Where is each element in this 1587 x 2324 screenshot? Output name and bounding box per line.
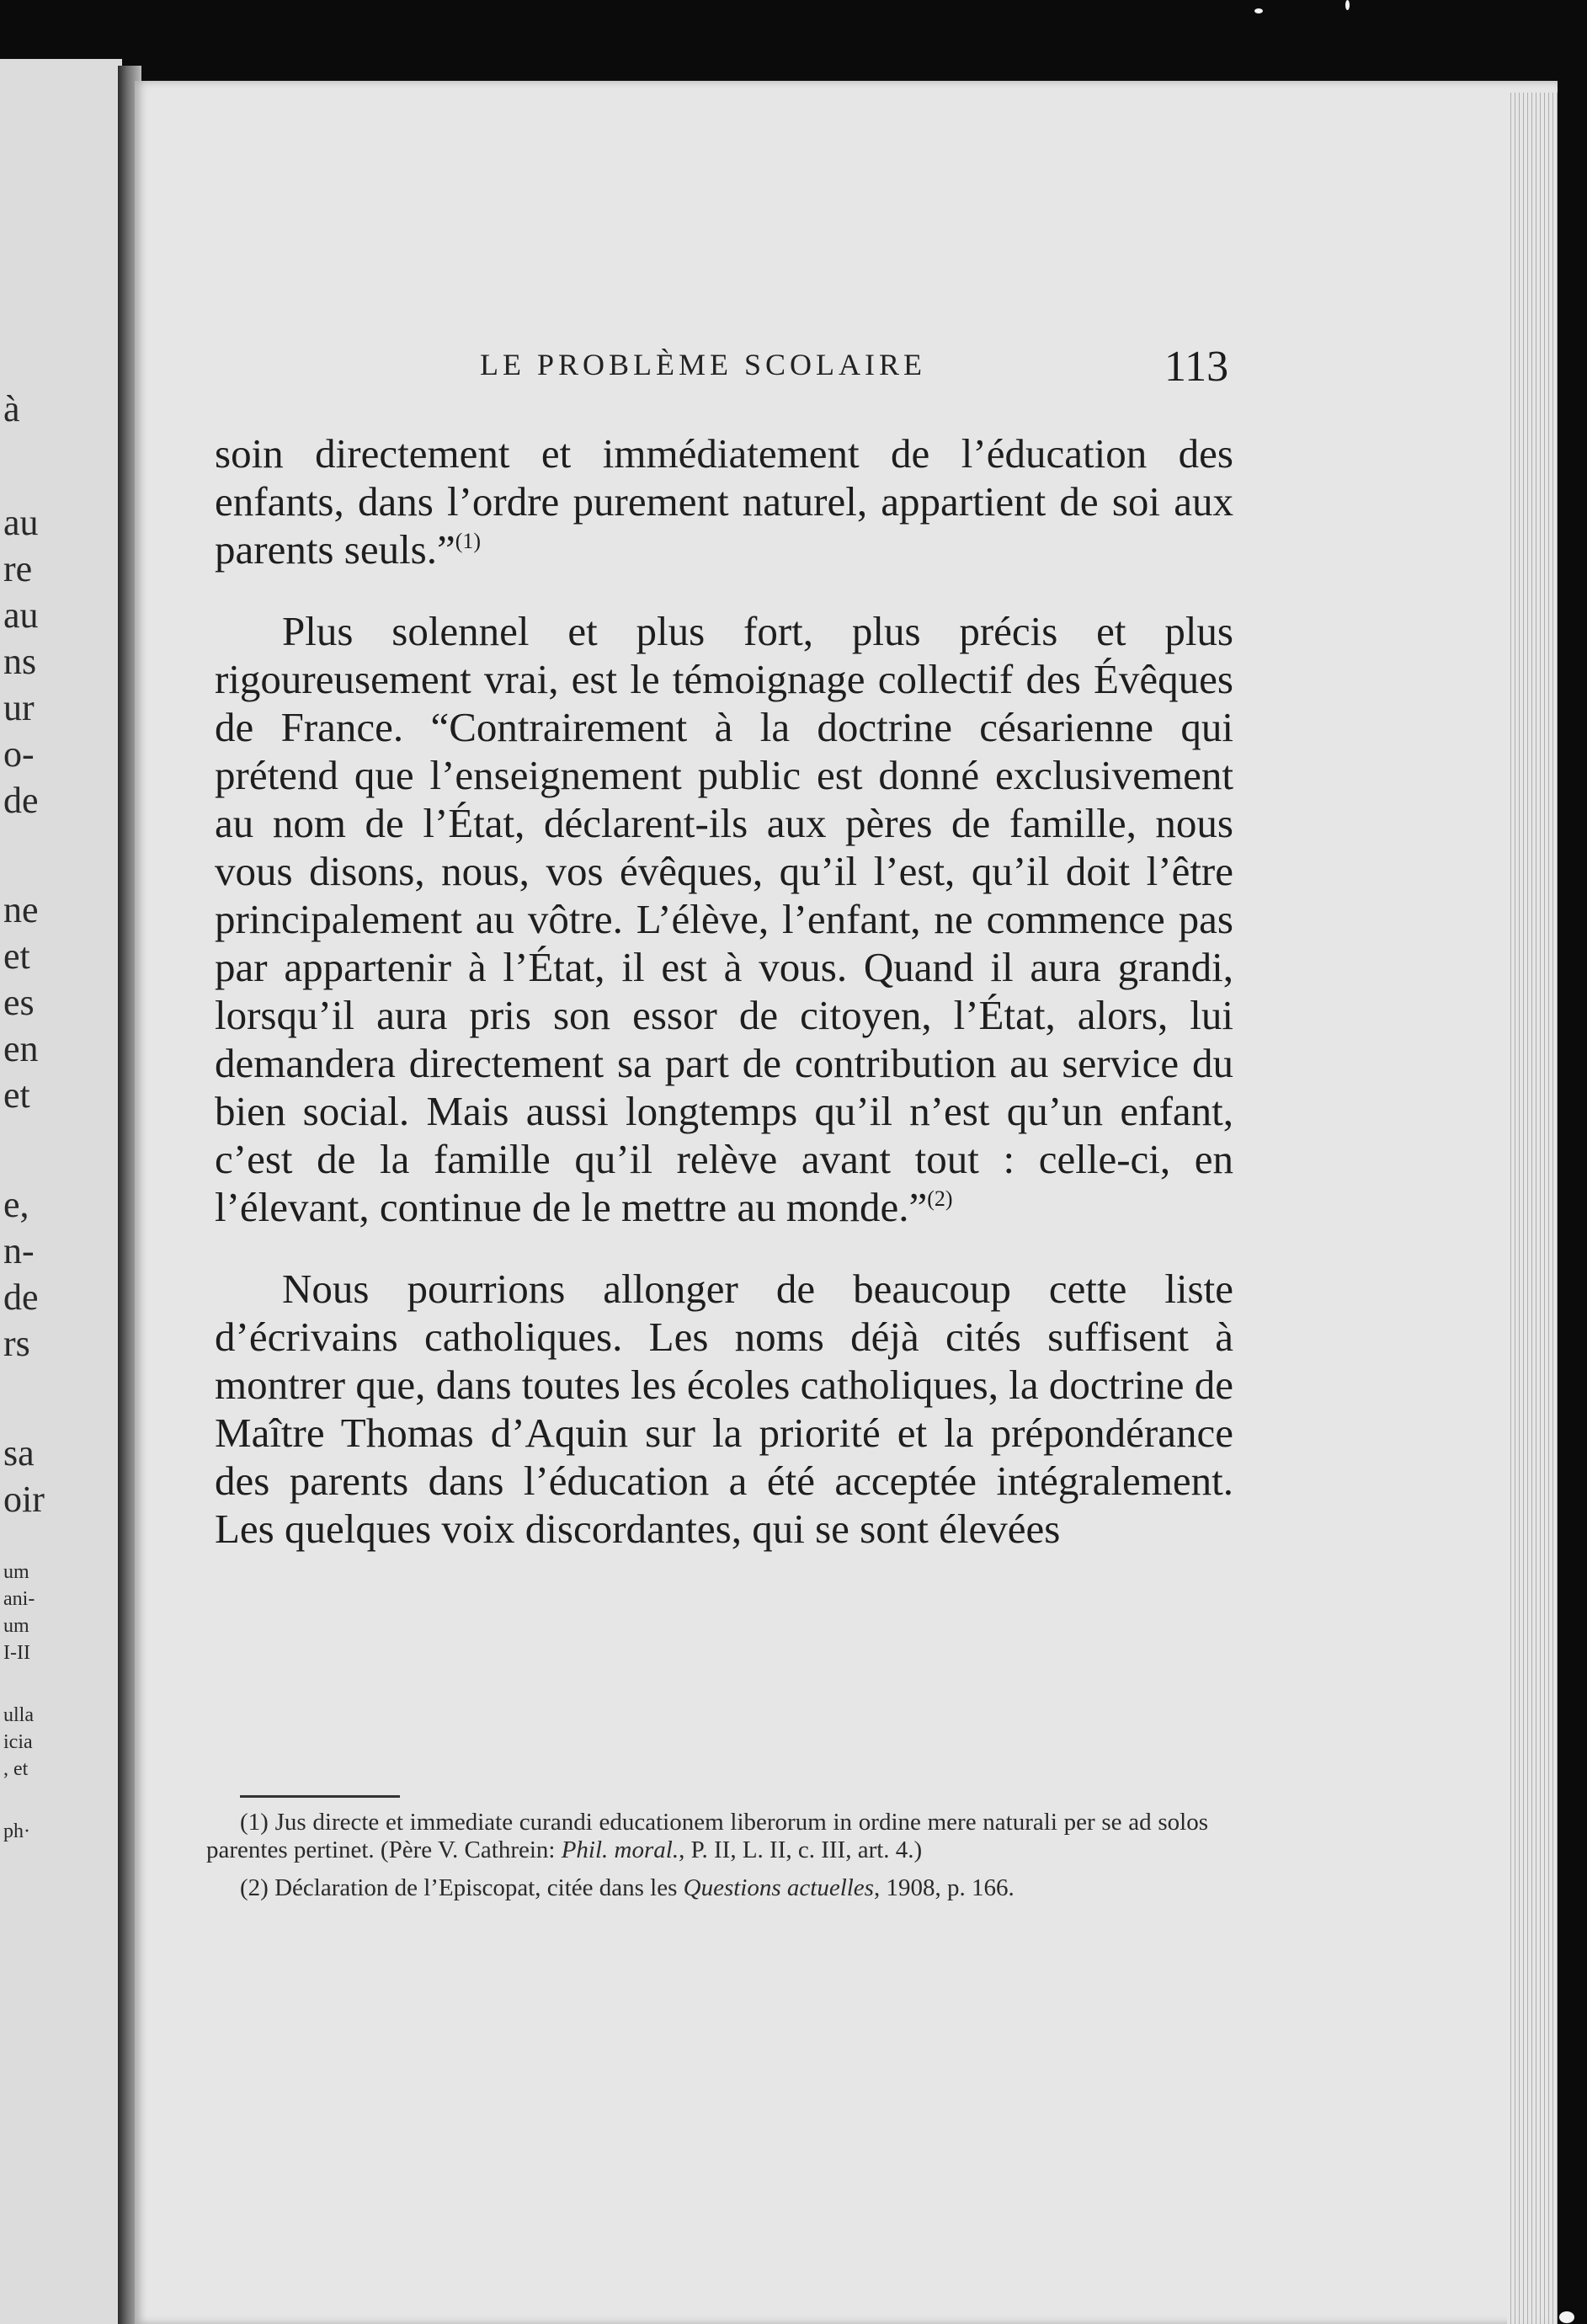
previous-page-fragment: e, bbox=[3, 1184, 29, 1225]
previous-page-fragment: oir bbox=[3, 1479, 45, 1520]
previous-page-fragment: rs bbox=[3, 1323, 30, 1364]
paragraph-2-text: Plus solennel et plus fort, plus précis et plus rigoureusement vrai, est le témoignage collectif des Évêques de France. “Contrairement à la doctrine césarienne qui prétend que l’enseignement public est donné exclusivement au nom de l’État, déclarent-ils aux pères de famille, nous vous disons, nous, vos évêques, qu’il l’est, qu’il doit l’être principalement au vôtre. L’élève, l’enfant, ne commence pas par appartenir à l’État, il est à vous. Quand il aura grandi, lorsqu’il aura pris son essor de citoyen, l’État, alors, lui demandera directement sa part de contribution au service du bien social. Mais aussi longtemps qu’il n’est qu’un enfant, c’est de la famille qu’il relève avant tout : celle-ci, en l’élevant, continue de le mettre au monde.” bbox=[215, 608, 1233, 1230]
previous-page-fragment: à bbox=[3, 388, 20, 429]
page-number: 113 bbox=[1164, 343, 1229, 391]
previous-page-fragment: ur bbox=[3, 687, 35, 728]
paragraph-3 bbox=[215, 1265, 1233, 1553]
footnote-rule bbox=[240, 1795, 400, 1798]
footnote-1-tail: , P. II, L. II, c. III, art. 4.) bbox=[679, 1836, 923, 1863]
previous-page-fragment: es bbox=[3, 982, 35, 1023]
page-edge-lines bbox=[1507, 93, 1558, 2324]
paragraph-3-text: Nous pourrions allonger de beaucoup cette liste d’écrivains catholiques. Les noms déjà cités suffisent à montrer que, dans toutes les écoles catholiques, la doctrine de Maître Thomas d’Aquin sur la priorité et la prépondérance des parents dans l’éducation a été acceptée intégralement. Les quelques voix discordantes, qui se sont élevées bbox=[215, 1266, 1233, 1552]
scan-speck bbox=[1559, 2311, 1574, 2323]
footnote-2-italic: Questions actuelles bbox=[683, 1874, 874, 1901]
body-text bbox=[215, 429, 1233, 1586]
previous-page-fragment: et bbox=[3, 935, 30, 977]
scan-speck bbox=[1254, 8, 1263, 13]
previous-page-fragment: I-II bbox=[3, 1642, 30, 1664]
footnote-2-text: Déclaration de l’Episcopat, citée dans les bbox=[274, 1874, 684, 1901]
footnote-2-mark: (2) bbox=[240, 1874, 269, 1901]
previous-page-fragment: au bbox=[3, 502, 39, 543]
previous-page-edge bbox=[0, 59, 122, 2324]
previous-page-fragment: sa bbox=[3, 1432, 35, 1474]
previous-page-fragment: ph· bbox=[3, 1820, 30, 1842]
footnotes bbox=[206, 1809, 1208, 1912]
previous-page-fragment: icia bbox=[3, 1731, 33, 1753]
previous-page-fragment: et bbox=[3, 1074, 30, 1116]
footnote-ref-2: (2) bbox=[927, 1186, 953, 1211]
previous-page-fragment: ne bbox=[3, 889, 39, 930]
previous-page-fragment: au bbox=[3, 594, 39, 636]
previous-page-fragment: ani- bbox=[3, 1588, 35, 1610]
footnote-1 bbox=[206, 1809, 1208, 1864]
running-head: LE PROBLÈME SCOLAIRE bbox=[480, 348, 927, 381]
previous-page-fragment: ulla bbox=[3, 1704, 34, 1726]
previous-page-fragment: ns bbox=[3, 641, 37, 682]
footnote-2 bbox=[206, 1874, 1208, 1902]
paragraph-1 bbox=[215, 429, 1233, 573]
footnote-2-tail: , 1908, p. 166. bbox=[873, 1874, 1015, 1901]
footnote-1-italic: Phil. moral. bbox=[561, 1836, 679, 1863]
previous-page-fragment: , et bbox=[3, 1758, 29, 1780]
previous-page-fragment: o- bbox=[3, 733, 35, 775]
previous-page-fragment: um bbox=[3, 1561, 29, 1583]
footnote-1-text: Jus directe et immediate curandi educationem liberorum in ordine mere naturali per se ad solos parentes pertinet. (Père V. Cathrein: bbox=[206, 1809, 1209, 1863]
previous-page-fragment: en bbox=[3, 1028, 39, 1069]
paragraph-2 bbox=[215, 607, 1233, 1231]
previous-page-fragment: um bbox=[3, 1615, 29, 1637]
previous-page-fragment: re bbox=[3, 548, 33, 589]
scan-speck bbox=[1345, 0, 1350, 10]
paragraph-1-text: soin directement et immédiatement de l’éducation des enfants, dans l’ordre purement naturel, appartient de soi aux parents seuls.” bbox=[215, 430, 1233, 573]
previous-page-fragment: de bbox=[3, 1277, 39, 1318]
previous-page-fragment: n- bbox=[3, 1230, 35, 1271]
previous-page-fragment: de bbox=[3, 780, 39, 821]
footnote-ref-1: (1) bbox=[455, 529, 482, 553]
footnote-1-mark: (1) bbox=[240, 1809, 269, 1836]
